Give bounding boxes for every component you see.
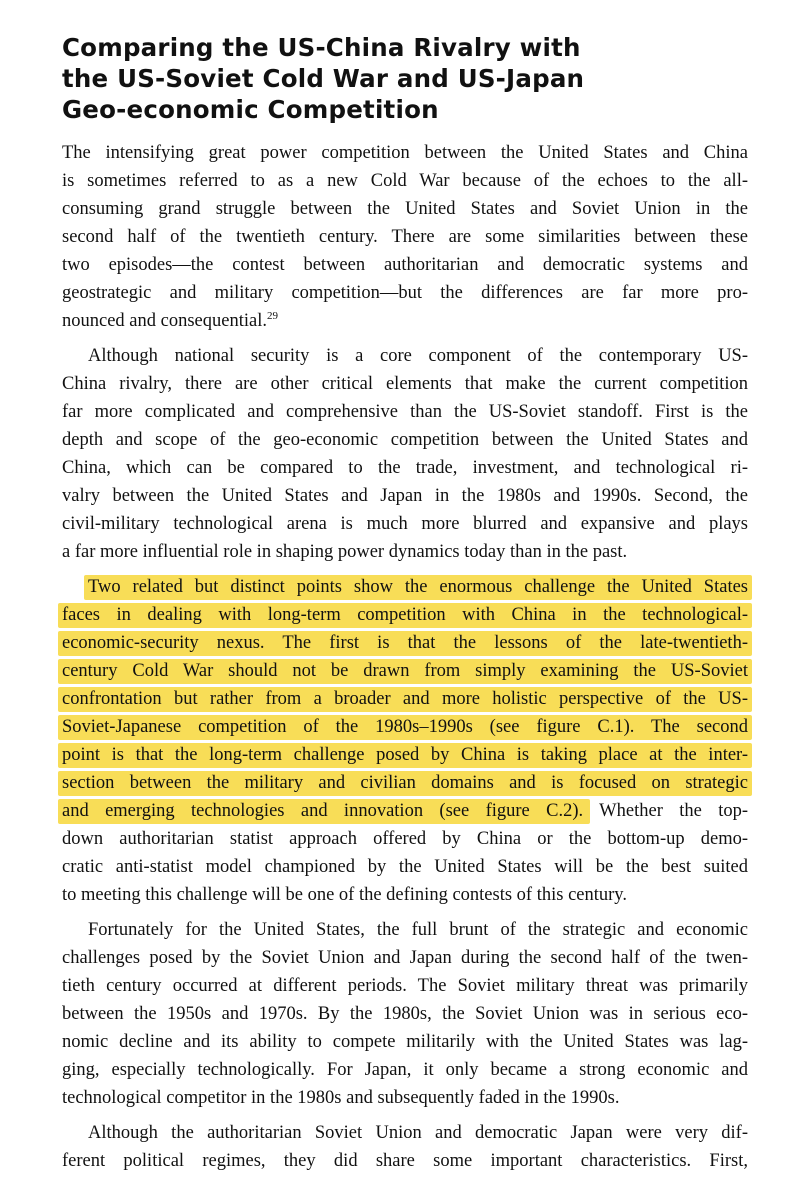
text-line bbox=[62, 308, 748, 335]
text-line: challenges posed by the Soviet Union and Japan during the second half of the twen- bbox=[62, 948, 748, 968]
text-line: valry between the United States and Japan in the 1980s and 1990s. Second, the bbox=[62, 486, 748, 506]
footnote-marker[interactable]: 29 bbox=[266, 310, 278, 322]
section-heading bbox=[62, 32, 722, 125]
text-line: century Cold War should not be drawn from simply examining the US-Soviet bbox=[62, 661, 748, 681]
text-line: depth and scope of the geo-economic competition between the United States and bbox=[62, 430, 748, 450]
text-line: a far more influential role in shaping power dynamics today than in the past. bbox=[62, 542, 628, 562]
text-line: point is that the long-term challenge posed by China is taking place at the inter- bbox=[62, 745, 748, 765]
text-line: Soviet-Japanese competition of the 1980s–1990s (see figure C.1). The second bbox=[62, 717, 748, 737]
text-line: down authoritarian statist approach offered by China or the bottom-up demo- bbox=[62, 829, 748, 849]
text-line-content: nounced and consequential. bbox=[62, 311, 267, 331]
text-line: to meeting this challenge will be one of the defining contests of this century. bbox=[62, 885, 627, 905]
text-line: economic-security nexus. The first is that the lessons of the late-twentieth- bbox=[62, 633, 748, 653]
text-line: Although national security is a core component of the contemporary US- bbox=[88, 346, 748, 366]
text-line: nomic decline and its ability to compete militarily with the United States was lag- bbox=[62, 1032, 748, 1052]
text-line: consuming grand struggle between the United States and Soviet Union in the bbox=[62, 199, 748, 219]
text-line: geostrategic and military competition—but the differences are far more pro- bbox=[62, 283, 748, 303]
text-line: confrontation but rather from a broader and more holistic perspective of the US- bbox=[62, 689, 748, 709]
text-line: two episodes—the contest between authoritarian and democratic systems and bbox=[62, 255, 748, 275]
text-line: ging, especially technologically. For Japan, it only became a strong economic and bbox=[62, 1060, 748, 1080]
text-line: ferent political regimes, they did share some important characteristics. First, bbox=[62, 1151, 748, 1171]
text-line: second half of the twentieth century. There are some similarities between these bbox=[62, 227, 748, 247]
text-line: China, which can be compared to the trade, investment, and technological ri- bbox=[62, 458, 748, 478]
text-line: is sometimes referred to as a new Cold War because of the echoes to the all- bbox=[62, 171, 748, 191]
text-line: between the 1950s and 1970s. By the 1980s, the Soviet Union was in serious eco- bbox=[62, 1004, 748, 1024]
text-line: cratic anti-statist model championed by the United States will be the best suited bbox=[62, 857, 748, 877]
text-line: far more complicated and comprehensive than the US-Soviet standoff. First is the bbox=[62, 402, 748, 422]
text-line: Although the authoritarian Soviet Union and democratic Japan were very dif- bbox=[88, 1123, 748, 1143]
text-line: The intensifying great power competition between the United States and China bbox=[62, 143, 748, 163]
text-line: and emerging technologies and innovation (see figure C.2). Whether the top- bbox=[62, 801, 748, 821]
heading-line: the US-Soviet Cold War and US-Japan bbox=[62, 64, 585, 93]
text-line: China rivalry, there are other critical elements that make the current competition bbox=[62, 374, 748, 394]
text-line: technological competitor in the 1980s and subsequently faded in the 1990s. bbox=[62, 1088, 620, 1108]
text-line: Fortunately for the United States, the full brunt of the strategic and economic bbox=[88, 920, 748, 940]
text-line: civil-military technological arena is much more blurred and expansive and plays bbox=[62, 514, 748, 534]
heading-line: Comparing the US-China Rivalry with bbox=[62, 33, 581, 62]
text-line: faces in dealing with long-term competition with China in the technological- bbox=[62, 605, 748, 625]
heading-line: Geo-economic Competition bbox=[62, 95, 439, 124]
text-line: tieth century occurred at different periods. The Soviet military threat was primarily bbox=[62, 976, 748, 996]
text-line: section between the military and civilian domains and is focused on strategic bbox=[62, 773, 748, 793]
text-line: Two related but distinct points show the enormous challenge the United States bbox=[88, 577, 748, 597]
